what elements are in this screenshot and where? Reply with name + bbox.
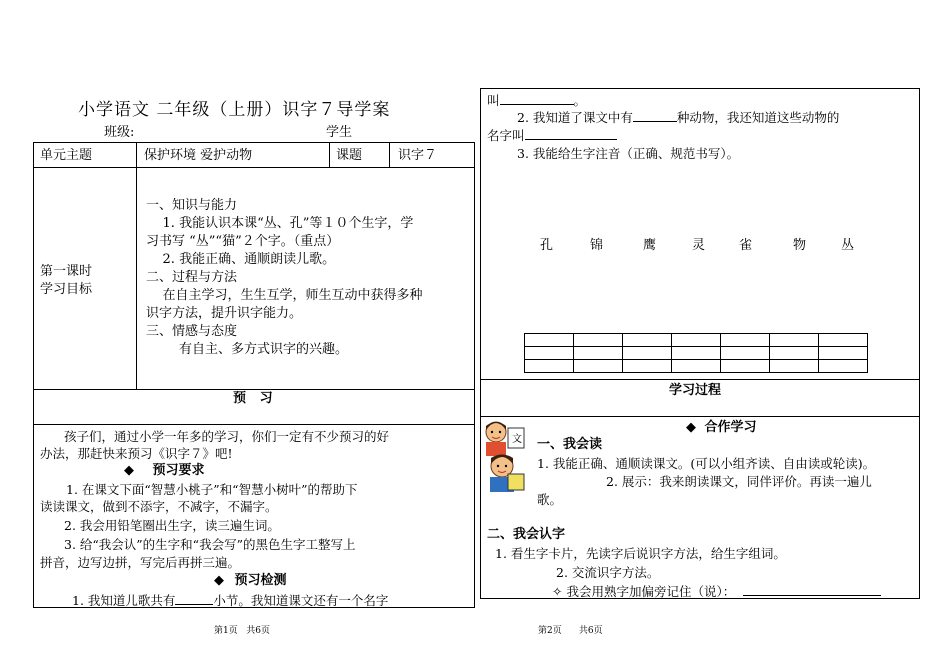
- character: 物: [793, 238, 807, 253]
- answer-blank[interactable]: [633, 108, 677, 122]
- boy-reading-icon: [484, 452, 528, 494]
- goal-line: 习书写 “丛”“猫”２个字。（重点）: [146, 234, 340, 249]
- goal-line: 在自主学习，生生互学，师生互动中获得多种: [146, 288, 423, 303]
- section-recognize-line: 1. 看生字卡片，先读字后说识字方法，给生字组词。: [495, 546, 786, 561]
- check-line: 叫 。: [487, 93, 587, 108]
- frame-border: [480, 88, 920, 89]
- coop-title: ◆ 合作学习: [686, 420, 757, 435]
- goal-line: 识字方法，提升识字能力。: [146, 306, 303, 321]
- answer-blank[interactable]: [525, 126, 617, 140]
- requirements-title: ◆ 预习要求: [124, 463, 205, 478]
- table-border: [33, 142, 34, 608]
- unit-label: 单元主题: [40, 148, 93, 163]
- table-border: [33, 142, 475, 143]
- requirement-line: 2. 我会用铅笔圈出生字，读三遍生词。: [64, 518, 280, 533]
- diamond-bullet-icon: ◆: [686, 420, 696, 435]
- class-label: 班级:: [104, 125, 135, 140]
- table-border: [33, 167, 475, 168]
- table-border: [329, 142, 330, 168]
- table-border: [33, 424, 475, 425]
- check-line: 3. 我能给生字注音（正确、规范书写）。: [517, 146, 740, 161]
- character: 孔: [540, 238, 554, 253]
- topic-label: 课题: [336, 148, 363, 163]
- check-line: 2. 我知道了课文中有 种动物，我还知道这些动物的: [517, 110, 840, 125]
- table-border: [389, 142, 390, 168]
- goal-line: 三、情感与态度: [146, 324, 238, 339]
- diamond-bullet-icon: ◆: [214, 573, 224, 588]
- requirement-line: 拼音，边写边拼，写完后再拼三遍。: [40, 555, 241, 570]
- frame-border: [480, 88, 481, 599]
- answer-blank[interactable]: [743, 582, 881, 596]
- character: 鹰: [643, 238, 657, 253]
- character: 灵: [692, 238, 706, 253]
- svg-text:文: 文: [512, 434, 522, 445]
- section-read-line: 1. 我能正确、通顺读课文。(可以小组齐读、自由读或轮读)。: [537, 456, 876, 471]
- frame-border: [480, 416, 920, 417]
- pinyin-writing-grid[interactable]: [524, 333, 868, 373]
- preview-intro: 孩子们，通过小学一年多的学习，你们一定有不少预习的好: [64, 429, 390, 444]
- student-label: 学生: [326, 125, 353, 140]
- section-read-line: 歌。: [537, 492, 563, 507]
- requirement-line: 3. 给“我会认”的生字和“我会写”的黑色生字工整写上: [64, 537, 356, 552]
- requirement-line: 1. 在课文下面“智慧小桃子”和“智慧小树叶”的帮助下: [66, 482, 358, 497]
- character: 锦: [590, 238, 604, 253]
- page-footer: 第1页 共6页: [214, 626, 271, 636]
- process-header: 学习过程: [669, 383, 722, 398]
- table-border: [474, 142, 475, 608]
- check-title: ◆ 预习检测: [214, 573, 287, 588]
- page-footer: 第2页 共6页: [538, 626, 603, 636]
- frame-border: [480, 379, 920, 380]
- check-line: 名字叫: [487, 126, 617, 144]
- answer-blank[interactable]: [175, 591, 213, 605]
- unit-value: 保护环境 爱护动物: [144, 148, 253, 163]
- diamond-bullet-icon: ◆: [124, 463, 134, 478]
- character: 丛: [841, 238, 855, 253]
- frame-border: [919, 88, 920, 599]
- goal-line: 二、过程与方法: [146, 270, 238, 285]
- preview-header: 预 习: [233, 391, 273, 406]
- preview-intro: 办法，那赶快来预习《识字７》吧!: [40, 446, 233, 461]
- check-line: 1. 我知道儿歌共有 小节。我知道课文还有一个名字: [72, 593, 389, 608]
- table-border: [136, 142, 137, 390]
- section-recognize-line: ✧ 我会用熟字加偏旁记住（说）：: [552, 582, 881, 600]
- goal-line: 2. 我能正确、通顺朗读儿歌。: [146, 252, 336, 267]
- character: 雀: [739, 238, 753, 253]
- section-read-title: 一、我会读: [537, 437, 603, 452]
- requirement-line: 读读课文，做到不添字，不减字，不漏字。: [40, 499, 278, 514]
- goal-line: 有自主、多方式识字的兴趣。: [146, 342, 349, 357]
- page-title: 小学语文 二年级（上册）识字７导学案: [78, 100, 391, 120]
- goal-line: 1. 我能认识本课“丛、孔”等１０个生字，学: [146, 216, 414, 231]
- section-read-line: 2. 展示：我来朗读课文，同伴评价。再读一遍儿: [606, 474, 872, 489]
- goal-label-2: 学习目标: [40, 282, 93, 297]
- answer-blank[interactable]: [500, 91, 574, 105]
- section-recognize-title: 二、我会认字: [487, 527, 566, 542]
- goal-label-1: 第一课时: [40, 264, 93, 279]
- section-recognize-line: 2. 交流识字方法。: [556, 565, 660, 580]
- goal-line: 一、知识与能力: [146, 198, 238, 213]
- topic-value: 识字７: [398, 148, 438, 163]
